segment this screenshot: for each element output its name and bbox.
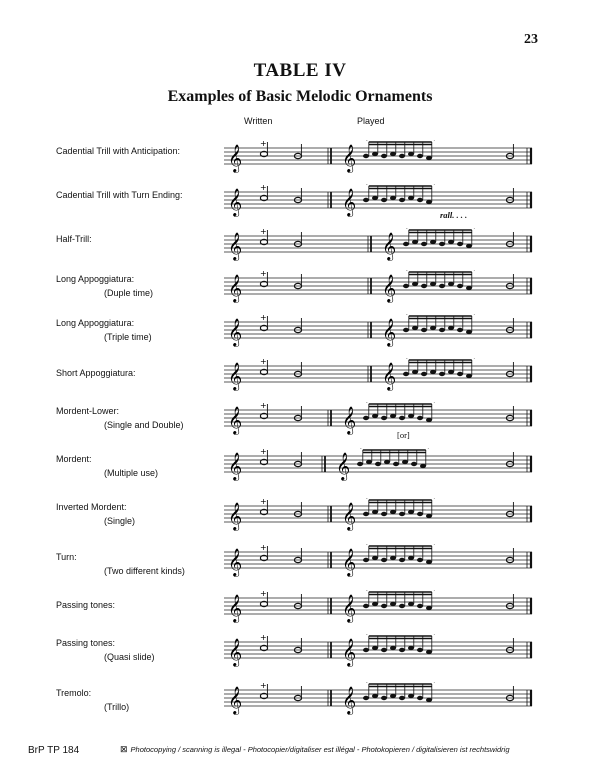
ornament-subtitle: (Quasi slide): [104, 652, 155, 662]
note-head: [381, 648, 387, 652]
ornament-label: [56, 404, 184, 432]
ornament-subtitle: (Multiple use): [104, 468, 159, 478]
note-head: [412, 240, 418, 244]
ornament-sign-icon: +: [260, 590, 267, 598]
note-head: [417, 512, 423, 516]
ornament-name: Passing tones:: [56, 638, 116, 648]
note-head: [403, 242, 409, 246]
ornament-label: [56, 232, 92, 246]
music-staff: [220, 544, 540, 584]
note-head: [466, 330, 472, 334]
note-head: [381, 696, 387, 700]
ornament-row: [0, 682, 600, 722]
note-head: [421, 372, 427, 376]
staff-example: [220, 314, 540, 359]
ornament-sign-icon: +: [260, 498, 267, 506]
page-subtitle: Examples of Basic Melodic Ornaments: [167, 88, 433, 105]
staff-example: [220, 448, 540, 493]
note-head: [448, 282, 454, 286]
or-annotation: [or]: [397, 430, 410, 440]
note-head: [439, 284, 445, 288]
ornament-row: [0, 448, 600, 488]
treble-clef-icon: 𝄞: [228, 274, 243, 302]
ornament-label: [56, 272, 153, 300]
ornament-row: [0, 270, 600, 310]
treble-clef-icon: 𝄞: [342, 638, 357, 666]
treble-clef-icon: 𝄞: [228, 144, 243, 172]
staff-example: [220, 270, 540, 315]
note-head: [399, 696, 405, 700]
note-head: [421, 284, 427, 288]
note-head: [417, 558, 423, 562]
treble-clef-icon: 𝄞: [336, 452, 351, 480]
music-staff: [220, 682, 540, 722]
note-head: [448, 370, 454, 374]
ornament-row: [0, 140, 600, 180]
note-head: [412, 282, 418, 286]
ornament-name: Long Appoggiatura:: [56, 274, 135, 284]
staff-example: [220, 358, 540, 403]
copyright-notice: [120, 744, 510, 755]
note-head: [439, 242, 445, 246]
ornament-subtitle: (Two different kinds): [104, 566, 185, 576]
note-head: [381, 512, 387, 516]
note-head: [417, 648, 423, 652]
ornament-subtitle: (Triple time): [104, 332, 152, 342]
staff-example: [220, 402, 540, 447]
treble-clef-icon: 𝄞: [342, 188, 357, 216]
note-head: [399, 648, 405, 652]
note-head: [426, 606, 432, 610]
ornament-row: [0, 590, 600, 630]
note-head: [399, 416, 405, 420]
note-head: [381, 154, 387, 158]
note-head: [408, 602, 414, 606]
note-head: [390, 602, 396, 606]
note-head: [399, 154, 405, 158]
note-head: [448, 326, 454, 330]
note-head: [363, 416, 369, 420]
note-head: [375, 462, 381, 466]
column-header-played: Played: [357, 116, 385, 126]
ornament-row: [0, 228, 600, 268]
music-staff: [220, 448, 540, 488]
note-head: [372, 152, 378, 156]
note-head: [417, 604, 423, 608]
note-head: [426, 514, 432, 518]
rall-annotation: rall. . . .: [440, 210, 468, 220]
ornament-subtitle: (Duple time): [104, 288, 154, 298]
note-head: [402, 460, 408, 464]
note-head: [439, 372, 445, 376]
ornament-name: Passing tones:: [56, 600, 116, 610]
music-staff: [220, 228, 540, 268]
treble-clef-icon: 𝄞: [228, 406, 243, 434]
treble-clef-icon: 𝄞: [382, 232, 397, 260]
note-head: [430, 326, 436, 330]
ornament-row: [0, 544, 600, 584]
note-head: [426, 200, 432, 204]
music-staff: [220, 590, 540, 630]
staff-example: [220, 498, 540, 543]
ornament-name: Cadential Trill with Anticipation:: [56, 146, 181, 156]
note-head: [372, 510, 378, 514]
ornament-sign-icon: +: [260, 358, 267, 366]
note-head: [363, 154, 369, 158]
music-staff: [220, 358, 540, 398]
treble-clef-icon: 𝄞: [342, 548, 357, 576]
treble-clef-icon: 𝄞: [228, 232, 243, 260]
note-head: [372, 556, 378, 560]
ornament-subtitle: (Trillo): [104, 702, 130, 712]
note-head: [390, 152, 396, 156]
note-head: [430, 282, 436, 286]
note-head: [363, 648, 369, 652]
treble-clef-icon: 𝄞: [228, 594, 243, 622]
note-head: [372, 414, 378, 418]
copyright-text: Photocopying / scanning is illegal - Photocopier/digitaliser est illégal - Photokopieren / digitalisieren ist rechtswidrig: [130, 745, 510, 754]
note-head: [426, 156, 432, 160]
note-head: [412, 370, 418, 374]
column-header-written: Written: [244, 116, 273, 126]
treble-clef-icon: 𝄞: [342, 594, 357, 622]
ornament-name: Inverted Mordent:: [56, 502, 127, 512]
ornament-name: Mordent-Lower:: [56, 406, 120, 416]
note-head: [408, 196, 414, 200]
ornament-sign-icon: +: [260, 402, 267, 410]
ornament-sign-icon: +: [260, 184, 267, 192]
staff-example: [220, 140, 540, 185]
note-head: [426, 650, 432, 654]
ornament-label: [56, 188, 183, 202]
ornament-sign-icon: +: [260, 544, 267, 552]
ornament-sign-icon: +: [260, 682, 267, 690]
note-head: [399, 512, 405, 516]
note-head: [372, 694, 378, 698]
ornament-label: [56, 452, 158, 480]
note-head: [390, 694, 396, 698]
note-head: [403, 284, 409, 288]
ornament-sign-icon: +: [260, 228, 267, 236]
note-head: [381, 604, 387, 608]
music-staff: [220, 402, 540, 442]
note-head: [430, 240, 436, 244]
note-head: [390, 510, 396, 514]
note-head: [408, 414, 414, 418]
ornament-name: Cadential Trill with Turn Ending:: [56, 190, 183, 200]
note-head: [408, 510, 414, 514]
note-head: [457, 372, 463, 376]
no-copy-icon: ⊠: [120, 744, 128, 754]
note-head: [408, 646, 414, 650]
ornament-label: [56, 366, 136, 380]
note-head: [372, 196, 378, 200]
catalog-code: BrP TP 184: [28, 745, 80, 756]
treble-clef-icon: 𝄞: [228, 502, 243, 530]
note-head: [417, 154, 423, 158]
page-number: 23: [524, 32, 538, 47]
note-head: [408, 694, 414, 698]
note-head: [408, 152, 414, 156]
note-head: [390, 556, 396, 560]
ornament-label: [56, 686, 129, 714]
music-staff: [220, 184, 540, 224]
note-head: [381, 416, 387, 420]
note-head: [390, 414, 396, 418]
note-head: [466, 286, 472, 290]
staff-example: [220, 590, 540, 635]
page-title: TABLE IV: [253, 60, 347, 81]
note-head: [457, 242, 463, 246]
note-head: [381, 198, 387, 202]
music-staff: [220, 634, 540, 674]
note-head: [357, 462, 363, 466]
note-head: [420, 464, 426, 468]
ornament-name: Long Appoggiatura:: [56, 318, 135, 328]
note-head: [426, 418, 432, 422]
note-head: [366, 460, 372, 464]
note-head: [417, 198, 423, 202]
ornament-row: [0, 402, 600, 442]
note-head: [466, 244, 472, 248]
note-head: [466, 374, 472, 378]
note-head: [363, 198, 369, 202]
music-staff: [220, 270, 540, 310]
treble-clef-icon: 𝄞: [342, 144, 357, 172]
note-head: [457, 284, 463, 288]
note-head: [403, 328, 409, 332]
ornament-label: [56, 144, 180, 158]
note-head: [457, 328, 463, 332]
treble-clef-icon: 𝄞: [382, 274, 397, 302]
note-head: [439, 328, 445, 332]
note-head: [363, 696, 369, 700]
ornament-row: [0, 634, 600, 674]
treble-clef-icon: 𝄞: [382, 318, 397, 346]
note-head: [430, 370, 436, 374]
note-head: [417, 416, 423, 420]
note-head: [411, 462, 417, 466]
ornament-subtitle: (Single and Double): [104, 420, 184, 430]
ornament-label: [56, 598, 115, 612]
note-head: [363, 558, 369, 562]
note-head: [399, 604, 405, 608]
note-head: [412, 326, 418, 330]
treble-clef-icon: 𝄞: [342, 686, 357, 714]
staff-example: [220, 682, 540, 727]
treble-clef-icon: 𝄞: [228, 188, 243, 216]
note-head: [390, 196, 396, 200]
treble-clef-icon: 𝄞: [228, 318, 243, 346]
note-head: [384, 460, 390, 464]
note-head: [421, 328, 427, 332]
ornament-label: [56, 500, 135, 528]
note-head: [408, 556, 414, 560]
staff-example: [220, 228, 540, 273]
note-head: [426, 698, 432, 702]
music-staff: [220, 498, 540, 538]
note-head: [417, 696, 423, 700]
ornament-sign-icon: +: [260, 140, 267, 148]
ornament-name: Half-Trill:: [56, 234, 92, 244]
note-head: [372, 646, 378, 650]
treble-clef-icon: 𝄞: [228, 638, 243, 666]
ornament-label: [56, 636, 155, 664]
ornament-sign-icon: +: [260, 634, 267, 642]
note-head: [390, 646, 396, 650]
note-head: [372, 602, 378, 606]
note-head: [399, 558, 405, 562]
treble-clef-icon: 𝄞: [342, 502, 357, 530]
note-head: [393, 462, 399, 466]
staff-example: [220, 184, 540, 229]
ornament-name: Short Appoggiatura:: [56, 368, 136, 378]
ornament-sign-icon: +: [260, 448, 267, 456]
staff-example: [220, 634, 540, 679]
ornament-row: [0, 314, 600, 354]
ornament-subtitle: (Single): [104, 516, 136, 526]
music-staff: [220, 140, 540, 180]
ornament-row: [0, 184, 600, 224]
treble-clef-icon: 𝄞: [228, 686, 243, 714]
staff-example: [220, 544, 540, 589]
ornament-name: Tremolo:: [56, 688, 92, 698]
note-head: [426, 560, 432, 564]
ornament-row: [0, 358, 600, 398]
ornament-row: [0, 498, 600, 538]
note-head: [421, 242, 427, 246]
treble-clef-icon: 𝄞: [228, 548, 243, 576]
note-head: [403, 372, 409, 376]
music-staff: [220, 314, 540, 354]
ornament-name: Mordent:: [56, 454, 92, 464]
note-head: [381, 558, 387, 562]
ornament-label: [56, 550, 185, 578]
ornament-sign-icon: +: [260, 270, 267, 278]
treble-clef-icon: 𝄞: [342, 406, 357, 434]
ornament-name: Turn:: [56, 552, 77, 562]
ornament-sign-icon: +: [260, 314, 267, 322]
treble-clef-icon: 𝄞: [228, 452, 243, 480]
note-head: [363, 604, 369, 608]
note-head: [363, 512, 369, 516]
treble-clef-icon: 𝄞: [228, 362, 243, 390]
note-head: [448, 240, 454, 244]
note-head: [399, 198, 405, 202]
treble-clef-icon: 𝄞: [382, 362, 397, 390]
ornament-label: [56, 316, 152, 344]
